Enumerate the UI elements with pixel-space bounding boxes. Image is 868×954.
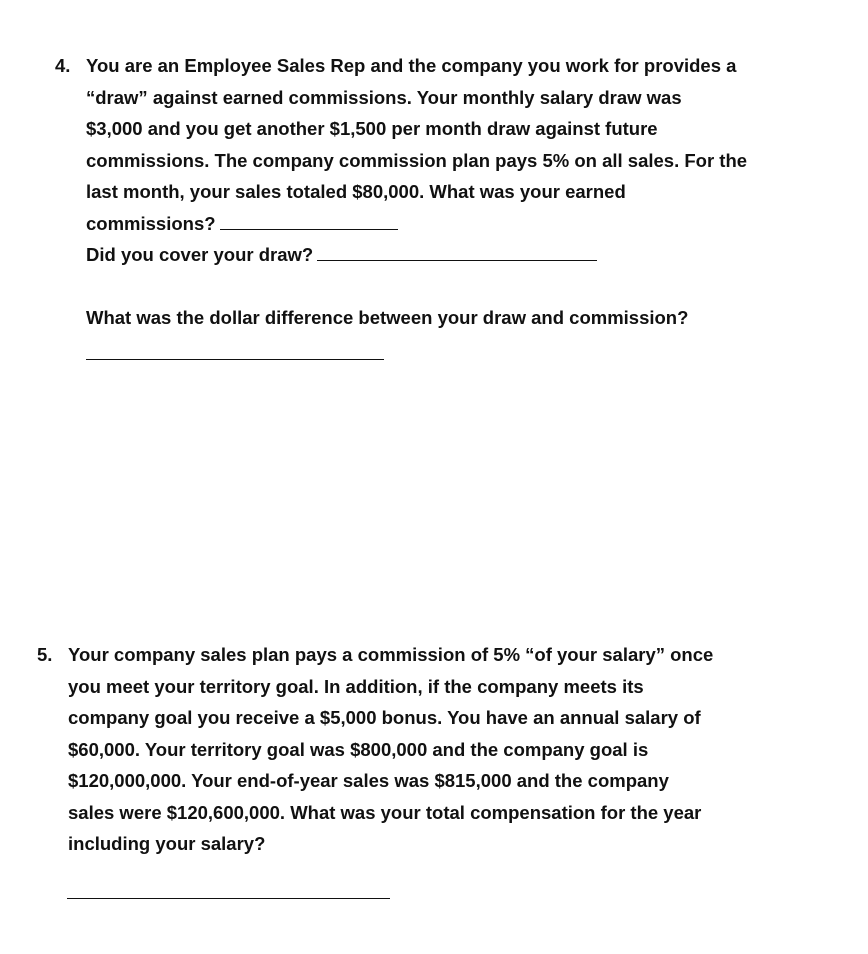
draw-answer-blank[interactable] [317,240,597,261]
difference-prompt: What was the dollar difference between your draw and commission? [86,306,689,328]
difference-answer-blank[interactable] [86,359,384,360]
total-compensation-answer-blank[interactable] [67,898,390,899]
question-4-line: $3,000 and you get another $1,500 per month draw against future [86,118,658,139]
question-5-line: company goal you receive a $5,000 bonus. You have an annual salary of [68,707,701,728]
commission-answer-blank[interactable] [220,209,398,230]
question-5-line: sales were $120,600,000. What was your total compensation for the year [68,801,702,823]
draw-question-row [86,239,855,271]
question-5-line: $120,000,000. Your end-of-year sales was $815,000 and the company [68,770,669,791]
question-4-line: commissions. The company commission plan pays 5% on all sales. For the [86,149,748,171]
question-5-number: 5. [37,644,53,665]
question-5-line: you meet your territory goal. In addition, if the company meets its [68,675,644,697]
question-4 [55,50,855,333]
draw-prompt: Did you cover your draw? [86,244,314,265]
commission-question-row [86,208,855,240]
question-4-line: last month, your sales totaled $80,000. What was your earned [86,181,626,202]
commission-prompt: commissions? [86,212,216,234]
question-5-line: including your salary? [68,833,266,854]
question-5 [37,639,847,860]
question-4-body [86,50,855,333]
question-5-line: Your company sales plan pays a commission of 5% “of your salary” once [68,644,714,665]
spacer [86,271,855,302]
question-4-line: “draw” against earned commissions. Your monthly salary draw was [86,86,682,108]
question-5-body [68,639,847,860]
question-4-line: You are an Employee Sales Rep and the company you work for provides a [86,55,737,76]
question-4-number: 4. [55,55,71,76]
question-5-line: $60,000. Your territory goal was $800,000 and the company goal is [68,738,649,760]
